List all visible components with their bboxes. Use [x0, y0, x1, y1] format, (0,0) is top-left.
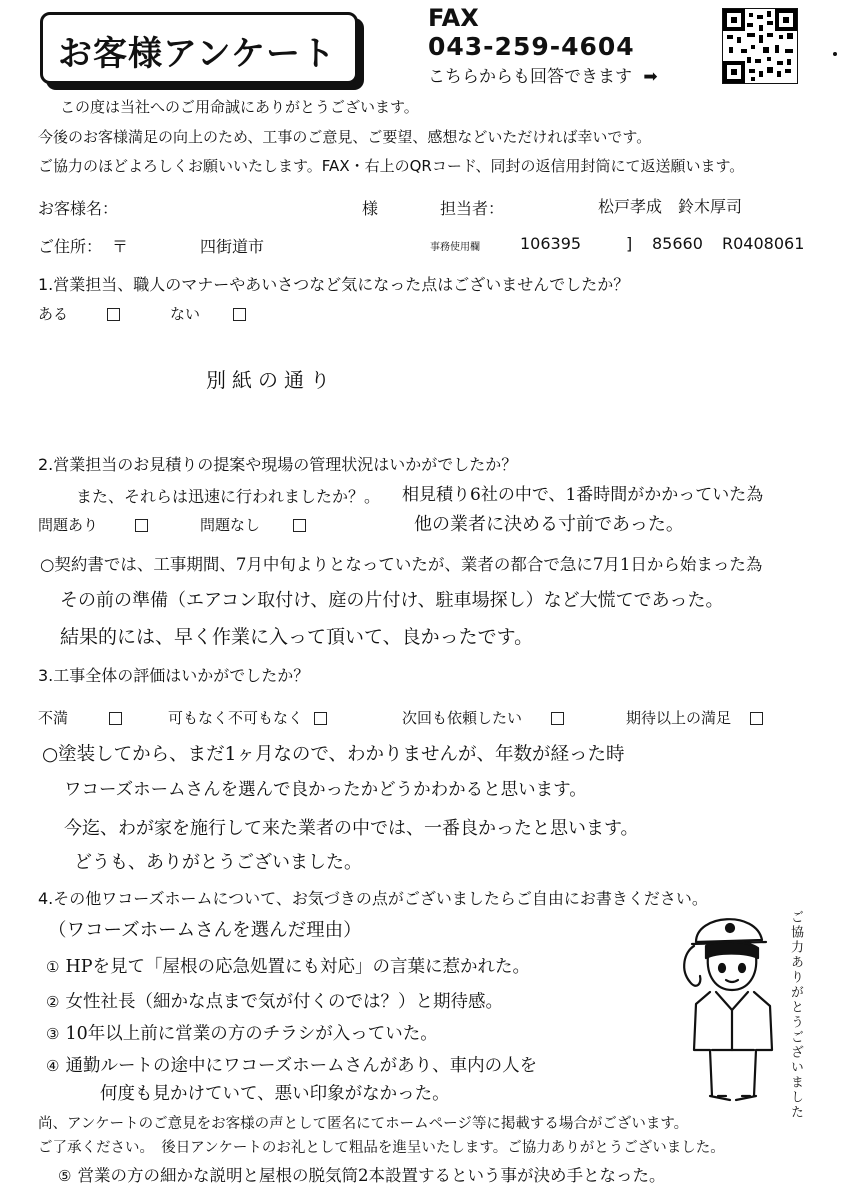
- q2-answer-line-4: その前の準備（エアコン取付け、庭の片付け、駐車場探し）など大慌てであった。: [60, 590, 724, 611]
- q2-answer-line-1: 相見積り6社の中で、1番時間がかかっていた為: [402, 485, 764, 505]
- checkbox-q1-no[interactable]: [233, 308, 246, 321]
- intro-line-3: ご協力のほどよろしくお願いいたします。FAX・右上のQRコード、同封の返信用封筒にて返送願います。: [38, 157, 745, 175]
- q4-item-5-num: ⑤: [58, 1167, 72, 1185]
- checkbox-q3-2[interactable]: [314, 712, 327, 725]
- q3-option-3[interactable]: [402, 707, 564, 728]
- q2-option-problem-label: 問題あり: [38, 516, 99, 534]
- arrow-right-icon: ➡: [643, 67, 658, 87]
- checkbox-q3-3[interactable]: [551, 712, 564, 725]
- q4-item-1-num: ①: [46, 958, 60, 976]
- q4-item-3: [46, 1020, 438, 1045]
- intro-line-1: この度は当社へのご用命誠にありがとうございます。: [60, 98, 419, 116]
- q3-option-4-label: 期待以上の満足: [626, 709, 732, 727]
- q1-answer: 別紙の通り: [206, 368, 336, 392]
- checkbox-q3-1[interactable]: [109, 712, 122, 725]
- q3-option-1-label: 不満: [38, 709, 69, 727]
- q3-option-1[interactable]: [38, 707, 122, 728]
- checkbox-q1-yes[interactable]: [107, 308, 120, 321]
- qr-code-icon: [722, 8, 798, 84]
- question-2-line-2: また、それらは迅速に行われましたか？。: [76, 487, 381, 506]
- q1-option-yes-label: ある: [38, 305, 69, 323]
- q3-answer-line-2: ワコーズホームさんを選んで良かったかどうかわかると思います。: [64, 780, 587, 800]
- q3-option-2-label: 可もなく不可もなく: [168, 709, 304, 727]
- fax-number: 043-259-4604: [428, 32, 635, 61]
- q3-option-4[interactable]: [626, 707, 763, 728]
- q4-item-3-num: ③: [46, 1025, 60, 1043]
- fax-note: [428, 62, 658, 87]
- q4-reason-heading: （ワコーズホームさんを選んだ理由）: [48, 920, 362, 941]
- question-3: 3.工事全体の評価はいかがでしたか？: [38, 666, 310, 685]
- q4-item-4-num: ④: [46, 1057, 60, 1075]
- question-2: 2.営業担当のお見積りの提案や現場の管理状況はいかがでしたか？: [38, 455, 518, 474]
- address-city: 四街道市: [200, 237, 265, 256]
- fax-note-text: こちらからも回答できます: [428, 67, 632, 87]
- q4-item-4: [46, 1052, 537, 1077]
- q3-option-3-label: 次回も依頼したい: [402, 709, 523, 727]
- address-label: ご住所：: [38, 237, 103, 256]
- q2-option-none-label: 問題なし: [200, 516, 261, 534]
- q4-item-3-text: 10年以上前に営業の方のチラシが入っていた。: [65, 1024, 438, 1044]
- mascot-illustration-icon: [666, 900, 786, 1110]
- page-title: お客様アンケート: [58, 34, 336, 74]
- q2-answer-line-3: ○契約書では、工事期間、7月中旬よりとなっていたが、業者の都合で急に7月1日から始まった為: [40, 555, 763, 574]
- q4-item-2-num: ②: [46, 993, 60, 1011]
- office-code-2: 85660: [652, 234, 703, 253]
- fax-label: FAX: [428, 4, 479, 32]
- q4-item-2-text: 女性社長（細かな点まで気が付くのでは？）と期待感。: [65, 992, 503, 1012]
- q3-option-2[interactable]: [168, 707, 327, 728]
- q4-item-1: [46, 953, 530, 978]
- q1-option-no-label: ない: [170, 305, 201, 323]
- q4-item-4-continued: 何度も見かけていて、悪い印象がなかった。: [100, 1084, 450, 1104]
- thanks-vertical: ご協力ありがとうございました: [788, 910, 803, 1120]
- q4-item-4-text: 通勤ルートの途中にワコーズホームさんがあり、車内の人を: [65, 1056, 538, 1076]
- checkbox-q3-4[interactable]: [750, 712, 763, 725]
- postal-mark: 〒: [112, 237, 129, 256]
- staff-label: 担当者：: [440, 199, 505, 218]
- q2-answer-line-2: 他の業者に決める寸前であった。: [414, 514, 684, 535]
- q3-answer-line-4: どうも、ありがとうございました。: [74, 852, 362, 873]
- checkbox-q2-problem[interactable]: [135, 519, 148, 532]
- office-code-3: R0408061: [722, 234, 805, 253]
- checkbox-q2-none[interactable]: [293, 519, 306, 532]
- intro-line-2: 今後のお客様満足の向上のため、工事のご意見、ご要望、感想などいただければ幸いです。: [38, 128, 652, 146]
- footer-line-2: ご了承ください。 後日アンケートのお礼として粗品を進呈いたします。ご協力ありがとうございました。: [38, 1140, 725, 1156]
- q2-option-none[interactable]: [200, 514, 306, 535]
- ink-dot: [833, 52, 837, 56]
- q4-item-5-text: 営業の方の細かな説明と屋根の脱気筒2本設置するという事が決め手となった。: [77, 1166, 666, 1185]
- q4-item-1-text: HPを見て「屋根の応急処置にも対応」の言葉に惹かれた。: [65, 957, 530, 977]
- q2-option-problem[interactable]: [38, 514, 148, 535]
- q4-item-5: [58, 1162, 665, 1187]
- staff-names: 松戸孝成 鈴木厚司: [598, 197, 743, 216]
- question-4: 4.その他ワコーズホームについて、お気づきの点がございましたらご自由にお書きください。: [38, 889, 708, 908]
- q3-answer-line-3: 今迄、わが家を施行して来た業者の中では、一番良かったと思います。: [64, 818, 639, 839]
- q3-answer-line-1: ○塗装してから、まだ1ヶ月なので、わかりませんが、年数が経った時: [42, 744, 625, 765]
- honorific: 様: [362, 199, 379, 218]
- q1-option-no[interactable]: [170, 303, 246, 324]
- office-use-label: 事務使用欄: [430, 242, 480, 253]
- footer-line-1: 尚、アンケートのご意見をお客様の声として匿名にてホームページ等に掲載する場合がございます。: [38, 1116, 689, 1132]
- q2-answer-line-5: 結果的には、早く作業に入って頂いて、良かったです。: [60, 626, 534, 648]
- office-code-1: 106395: [520, 234, 582, 253]
- office-bracket: ]: [626, 234, 633, 253]
- customer-name-label: お客様名：: [38, 199, 119, 218]
- question-1: 1.営業担当、職人のマナーやあいさつなど気になった点はございませんでしたか？: [38, 275, 630, 294]
- q4-item-2: [46, 988, 503, 1013]
- q1-option-yes[interactable]: [38, 303, 120, 324]
